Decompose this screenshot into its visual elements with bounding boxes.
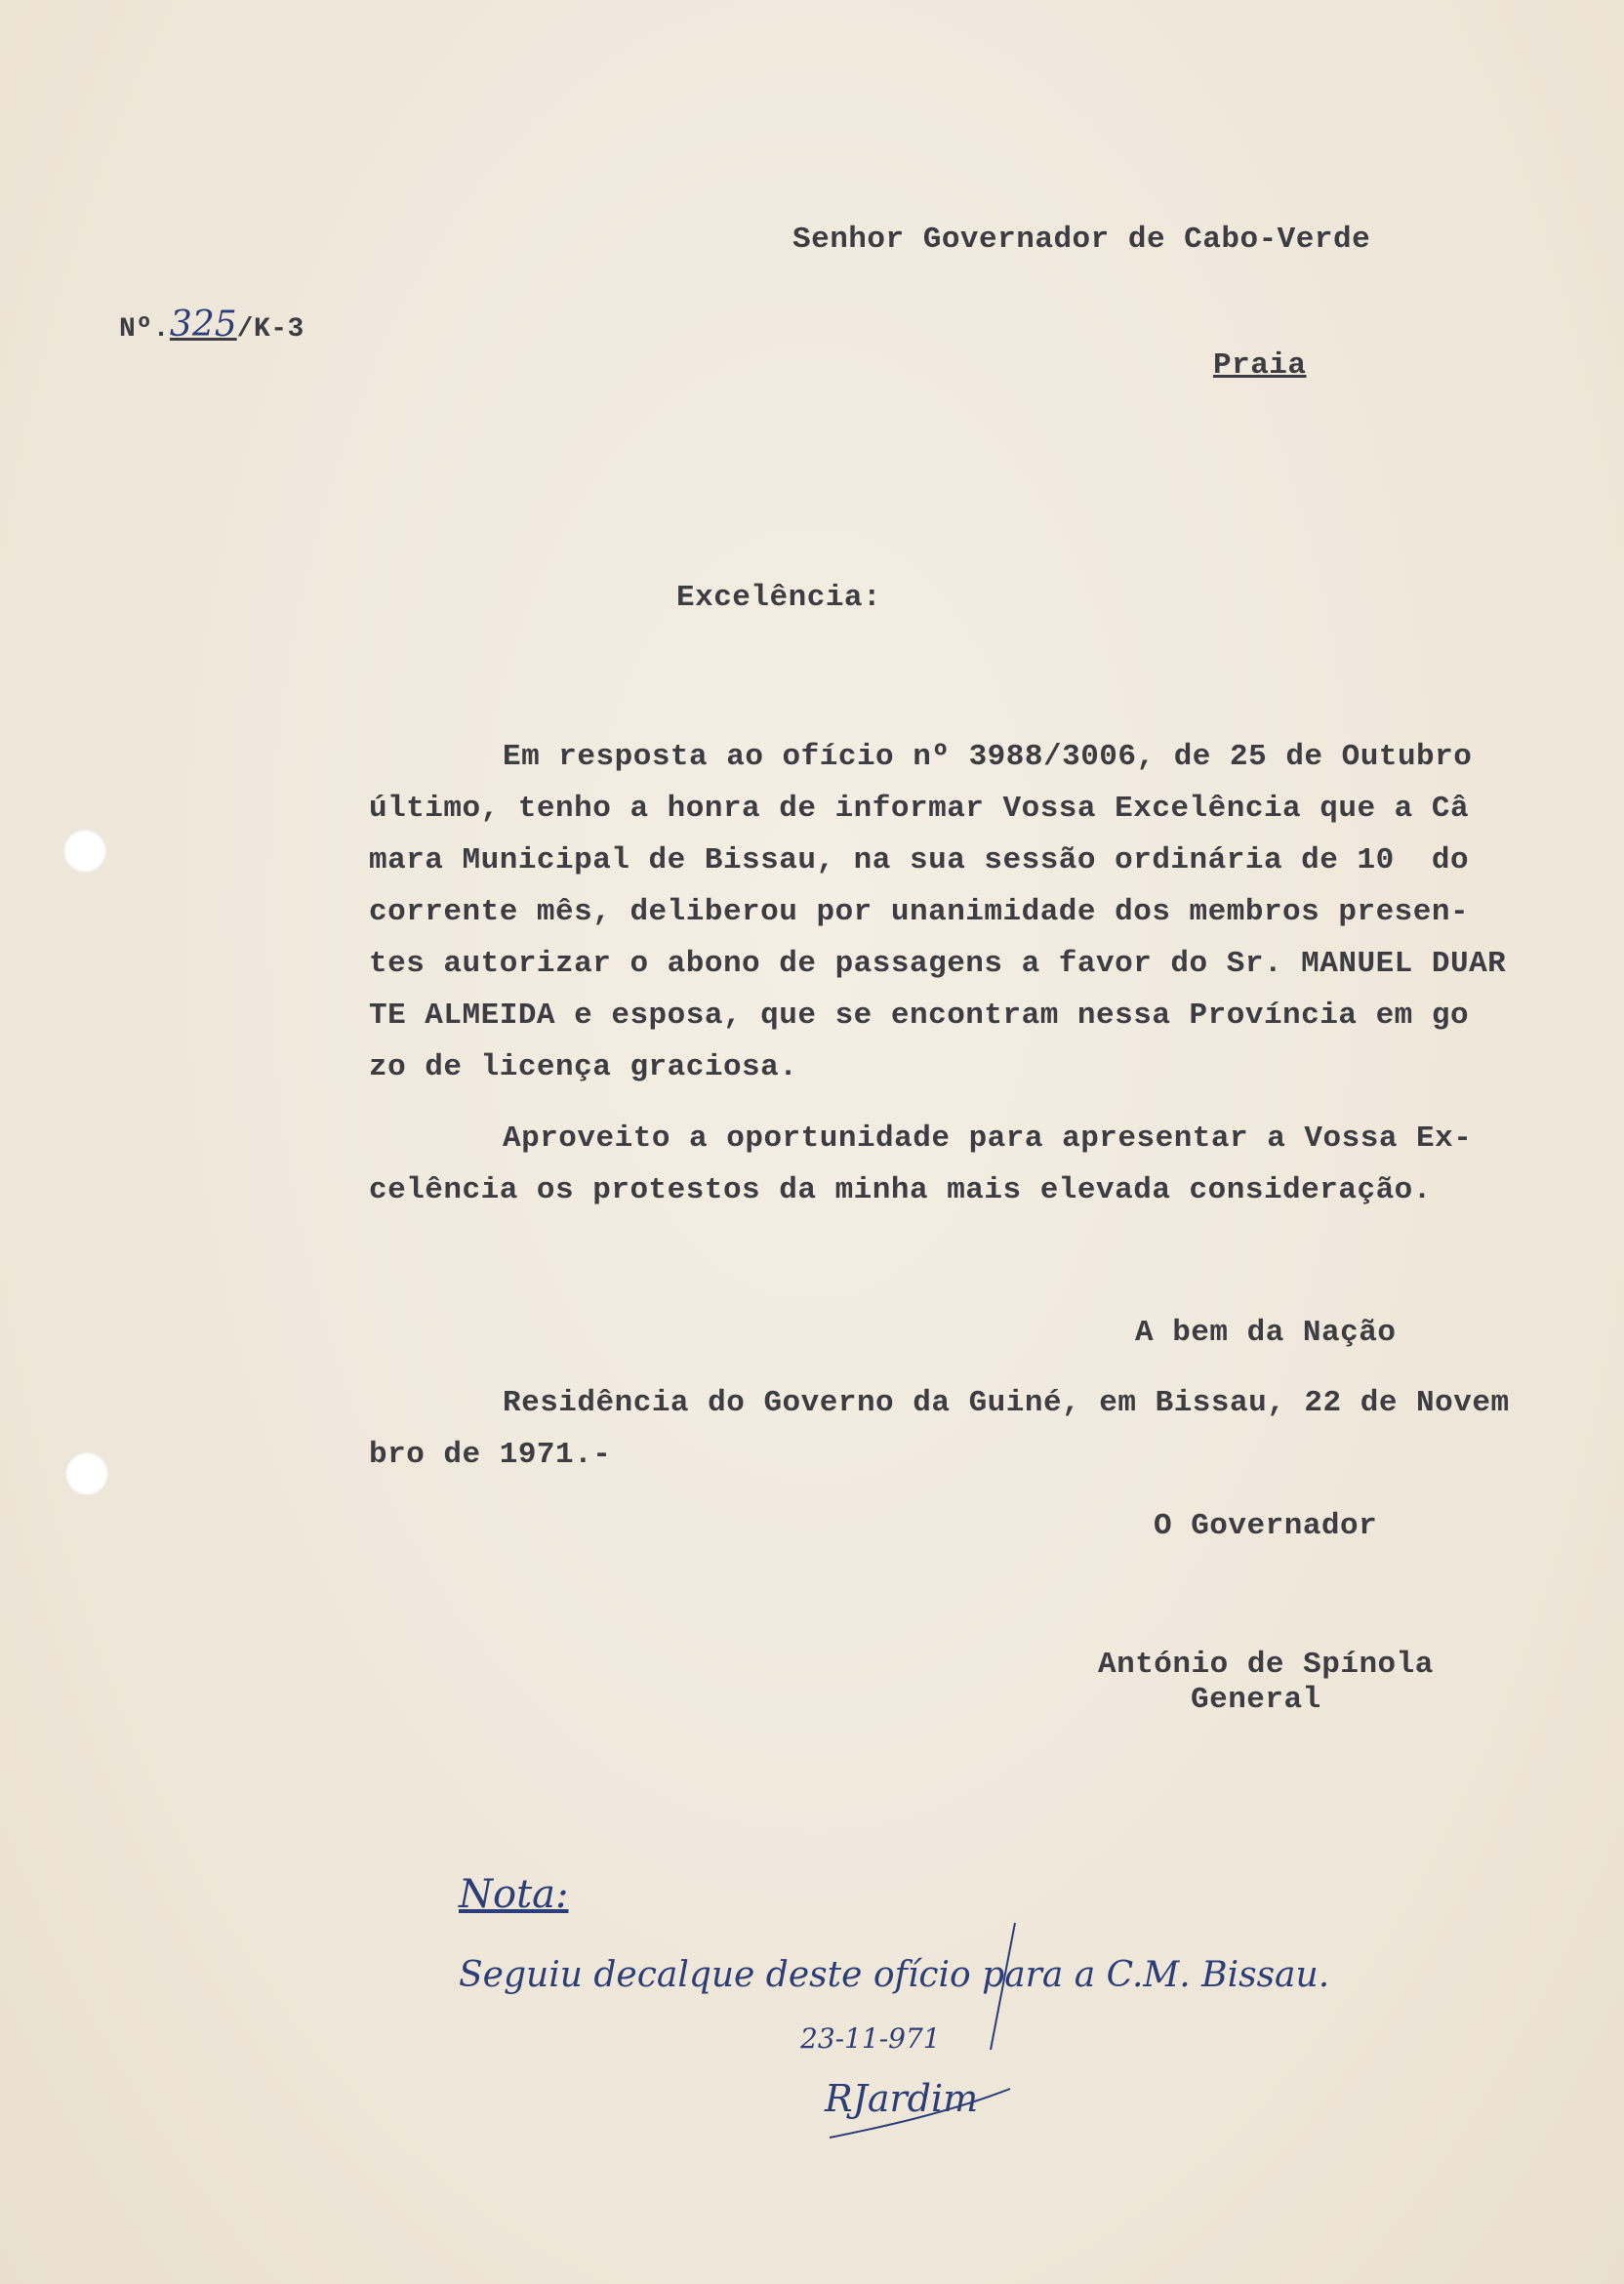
place-date-line: bro de 1971.- bbox=[369, 1438, 612, 1472]
signer-title: O Governador bbox=[1154, 1509, 1378, 1543]
reference-handwritten-number: 325 bbox=[169, 305, 237, 345]
punch-hole-top bbox=[63, 830, 106, 873]
note-slash-mark bbox=[976, 1918, 1035, 2055]
punch-hole-bottom bbox=[65, 1452, 108, 1495]
note-heading: Nota: bbox=[459, 1872, 569, 1917]
reference-suffix: /K-3 bbox=[236, 314, 304, 345]
closing-motto: A bem da Nação bbox=[1135, 1316, 1397, 1350]
body-line: Em resposta ao ofício nº 3988/3006, de 25 de Outubro bbox=[503, 740, 1473, 774]
recipient-city: Praia bbox=[1213, 348, 1307, 383]
note-date: 23-11-971 bbox=[800, 2022, 941, 2055]
recipient-line: Senhor Governador de Cabo-Verde bbox=[792, 223, 1371, 257]
note-signature: RJardim bbox=[825, 2077, 979, 2120]
body-line: mara Municipal de Bissau, na sua sessão ordinária de 10 do bbox=[369, 843, 1470, 877]
signer-name: António de Spínola bbox=[1098, 1648, 1434, 1682]
body-line: Aproveito a oportunidade para apresentar a Vossa Ex- bbox=[503, 1122, 1473, 1156]
note-signature-flourish bbox=[810, 2079, 1025, 2147]
reference-number bbox=[119, 305, 304, 345]
note-text: Seguiu decalque deste ofício para a C.M. Bissau. bbox=[459, 1955, 1330, 1995]
salutation: Excelência: bbox=[676, 581, 882, 615]
body-line: zo de licença graciosa. bbox=[369, 1050, 798, 1084]
body-line: celência os protestos da minha mais elevada consideração. bbox=[369, 1173, 1432, 1207]
signer-rank: General bbox=[1191, 1683, 1321, 1717]
body-line: último, tenho a honra de informar Vossa Excelência que a Câ bbox=[369, 792, 1470, 826]
body-line: TE ALMEIDA e esposa, que se encontram nessa Província em go bbox=[369, 999, 1470, 1033]
reference-prefix: Nº. bbox=[119, 314, 170, 345]
place-date-line: Residência do Governo da Guiné, em Bissau, 22 de Novem bbox=[503, 1386, 1510, 1420]
body-line: tes autorizar o abono de passagens a favor do Sr. MANUEL DUAR bbox=[369, 947, 1507, 981]
body-line: corrente mês, deliberou por unanimidade dos membros presen- bbox=[369, 895, 1470, 929]
